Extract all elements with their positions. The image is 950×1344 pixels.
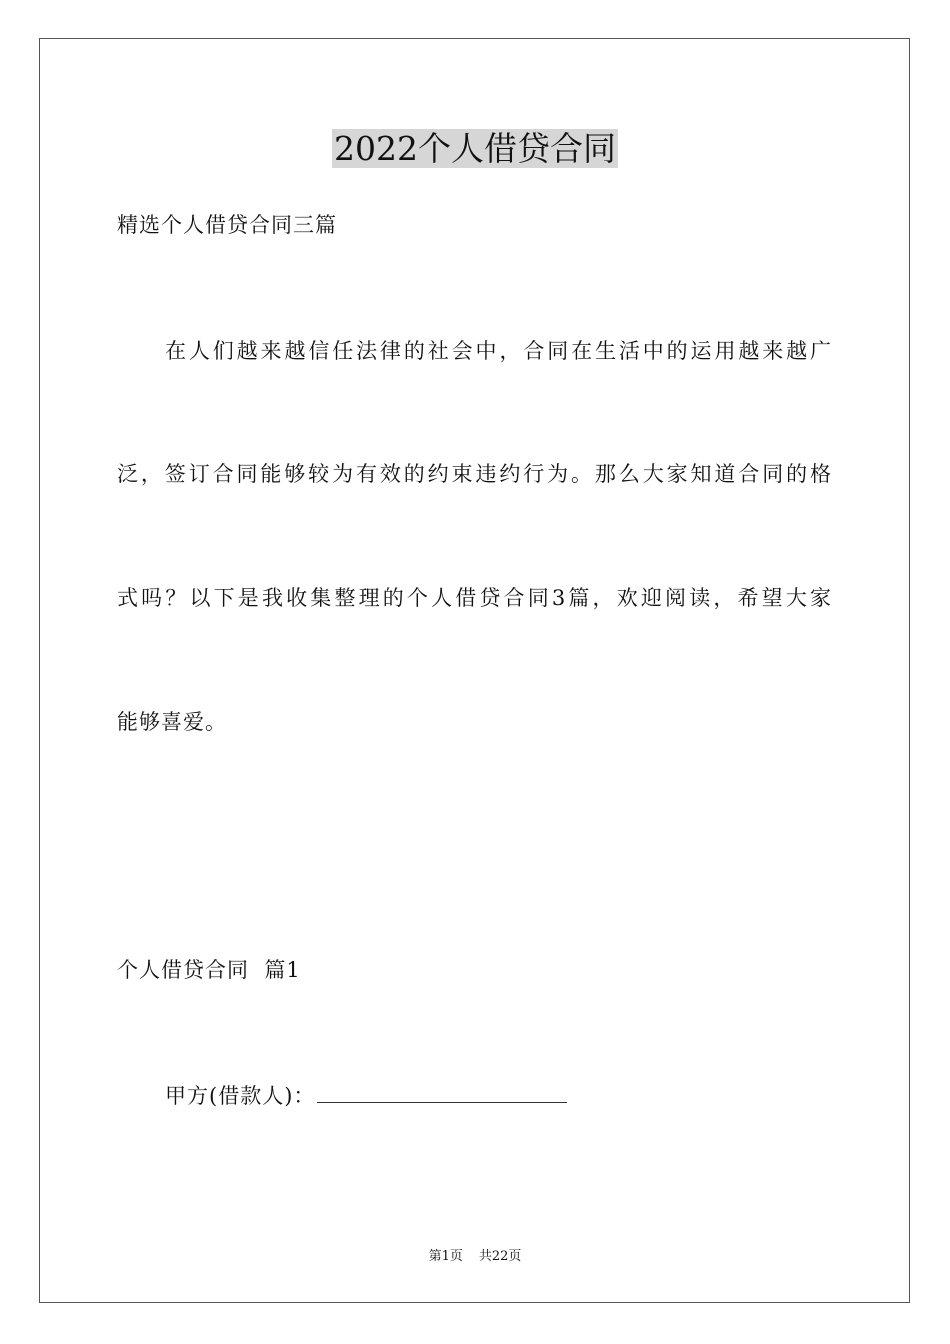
party-a-blank-field[interactable] bbox=[317, 1082, 567, 1103]
party-a-line bbox=[165, 1081, 567, 1111]
party-a-label: 甲方(借款人)： bbox=[165, 1084, 316, 1108]
document-subtitle: 精选个人借贷合同三篇 bbox=[117, 213, 337, 237]
document-title-text: 2022个人借贷合同 bbox=[334, 129, 616, 168]
document-title bbox=[0, 126, 950, 172]
intro-paragraph-line-1: 在人们越来越信任法律的社会中，合同在生活中的运用越来越广 bbox=[165, 339, 831, 363]
page-number-current: 第1页 bbox=[428, 1249, 463, 1264]
page-footer bbox=[0, 1248, 950, 1266]
intro-paragraph-line-4: 能够喜爱。 bbox=[117, 710, 227, 734]
intro-paragraph-line-2: 泛，签订合同能够较为有效的约束违约行为。那么大家知道合同的格 bbox=[117, 462, 831, 486]
intro-paragraph-line-3: 式吗？以下是我收集整理的个人借贷合同3篇，欢迎阅读，希望大家 bbox=[117, 586, 831, 610]
page-number-total: 共22页 bbox=[478, 1249, 522, 1264]
section-heading: 个人借贷合同 篇1 bbox=[117, 958, 301, 982]
